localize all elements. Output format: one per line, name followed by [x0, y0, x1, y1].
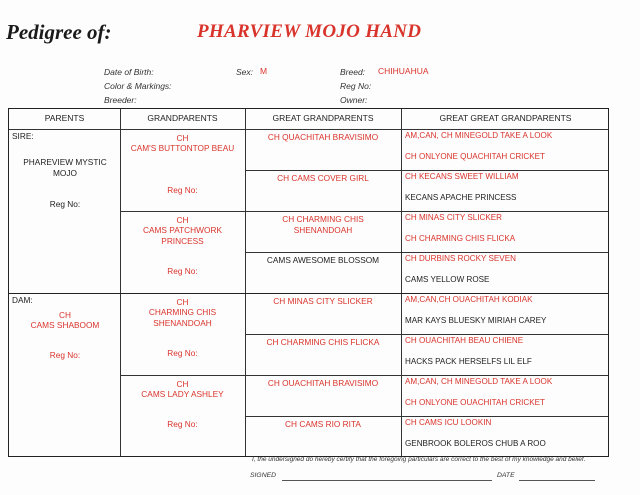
dam-reg-no: Reg No: [49, 350, 81, 360]
header-divider [9, 129, 608, 130]
great-great-grandparent: CH ONLYONE QUACHITAH CRICKET [405, 152, 546, 161]
great-great-grandparent: CH CAMS ICU LOOKIN [405, 418, 492, 427]
sire-sire-reg-no: Reg No: [167, 185, 198, 195]
great-great-grandparent: GENBROOK BOLEROS CHUB A ROO [405, 439, 546, 448]
dam-title: CH [59, 310, 71, 320]
owner-label: Owner: [340, 95, 368, 105]
row-divider [245, 334, 608, 335]
great-grandparent: CH CAMS RIO RITA [285, 419, 361, 429]
great-grandparent: CH QUACHITAH BRAVISIMO [267, 132, 379, 142]
great-grandparent: CAMS AWESOME BLOSSOM [266, 255, 380, 265]
row-divider [245, 416, 608, 417]
great-grandparent: CH CHARMING CHIS SHENANDOAH [282, 214, 364, 235]
great-great-grandparent: KECANS APACHE PRINCESS [405, 193, 517, 202]
great-great-grandparent: CH KECANS SWEET WILLIAM [405, 172, 519, 181]
great-grandparent: CH OUACHITAH BRAVISIMO [267, 378, 379, 388]
dam-sire-reg-no: Reg No: [167, 348, 198, 358]
dam-label: DAM: [12, 295, 33, 305]
column-divider [245, 109, 246, 456]
sire-dam-title: CH [176, 215, 189, 225]
dam-name: CAMS SHABOOM [30, 320, 100, 330]
dam-sire-name: CHARMING CHIS SHENANDOAH [148, 307, 217, 328]
great-great-grandparent: AM,CAN, CH MINEGOLD TAKE A LOOK [405, 377, 553, 386]
breed-value[interactable]: CHIHUAHUA [378, 66, 429, 76]
breed-label: Breed: [340, 67, 366, 77]
great-great-grandparent: AM,CAN, CH MINEGOLD TAKE A LOOK [405, 131, 553, 140]
row-divider [245, 252, 608, 253]
sire-label: SIRE: [12, 131, 34, 141]
sire-sire-name: CAM'S BUTTONTOP BEAU [130, 143, 235, 153]
great-great-grandparent: CH ONLYONE OUACHITAH CRICKET [405, 398, 546, 407]
column-header-great-great-grandparents: GREAT GREAT GRANDPARENTS [439, 113, 572, 123]
row-divider [120, 211, 608, 212]
breeder-label: Breeder: [104, 95, 137, 105]
column-header-great-grandparents: GREAT GRANDPARENTS [272, 113, 374, 123]
row-divider [120, 375, 608, 376]
dog-name: PHARVIEW MOJO HAND [197, 21, 422, 42]
sire-dam-name: CAMS PATCHWORK PRINCESS [143, 225, 222, 246]
great-grandparent: CH CAMS COVER GIRL [277, 173, 369, 183]
great-great-grandparent: CH MINAS CITY SLICKER [405, 213, 502, 222]
column-header-parents: PARENTS [44, 113, 85, 123]
sex-value[interactable]: M [260, 66, 268, 76]
sire-sire-title: CH [176, 133, 189, 143]
sex-label: Sex: [236, 67, 254, 77]
dob-label: Date of Birth: [104, 67, 154, 77]
column-header-grandparents: GRANDPARENTS [147, 113, 218, 123]
great-grandparent: CH CHARMING CHIS FLICKA [266, 337, 380, 347]
great-great-grandparent: CH DURBINS ROCKY SEVEN [405, 254, 516, 263]
dam-dam-reg-no: Reg No: [167, 419, 198, 429]
signed-label: SIGNED [250, 472, 277, 479]
signature-line[interactable] [282, 480, 492, 481]
great-great-grandparent: CH CHARMING CHIS FLICKA [405, 234, 516, 243]
date-line[interactable] [519, 480, 595, 481]
great-great-grandparent: AM,CAN,CH OUACHITAH KODIAK [405, 295, 533, 304]
sire-dam-divider [9, 293, 608, 294]
dam-dam-name: CAMS LADY ASHLEY [141, 389, 224, 399]
date-label: DATE [497, 472, 515, 479]
dam-sire-title: CH [176, 297, 189, 307]
great-great-grandparent: CAMS YELLOW ROSE [405, 275, 490, 284]
reg-no-label: Reg No: [340, 81, 372, 91]
page-title: Pedigree of: [6, 20, 112, 44]
great-great-grandparent: CH OUACHITAH BEAU CHIENE [405, 336, 524, 345]
great-great-grandparent: HACKS PACK HERSELFS LIL ELF [405, 357, 532, 366]
pedigree-table [8, 108, 609, 457]
sire-dam-reg-no: Reg No: [167, 266, 198, 276]
sire-name: PHAREVIEW MYSTIC MOJO [23, 157, 107, 178]
sire-reg-no: Reg No: [49, 199, 81, 209]
row-divider [245, 170, 608, 171]
column-divider [120, 109, 121, 456]
dam-dam-title: CH [176, 379, 189, 389]
great-great-grandparent: MAR KAYS BLUESKY MIRIAH CAREY [405, 316, 547, 325]
color-markings-label: Color & Markings: [104, 81, 172, 91]
certification-text: I, the undersigned do hereby certify that the foregoing particulars are correct to the best of my knowledge and belief. [252, 456, 586, 463]
column-divider [401, 109, 402, 456]
great-grandparent: CH MINAS CITY SLICKER [273, 296, 373, 306]
